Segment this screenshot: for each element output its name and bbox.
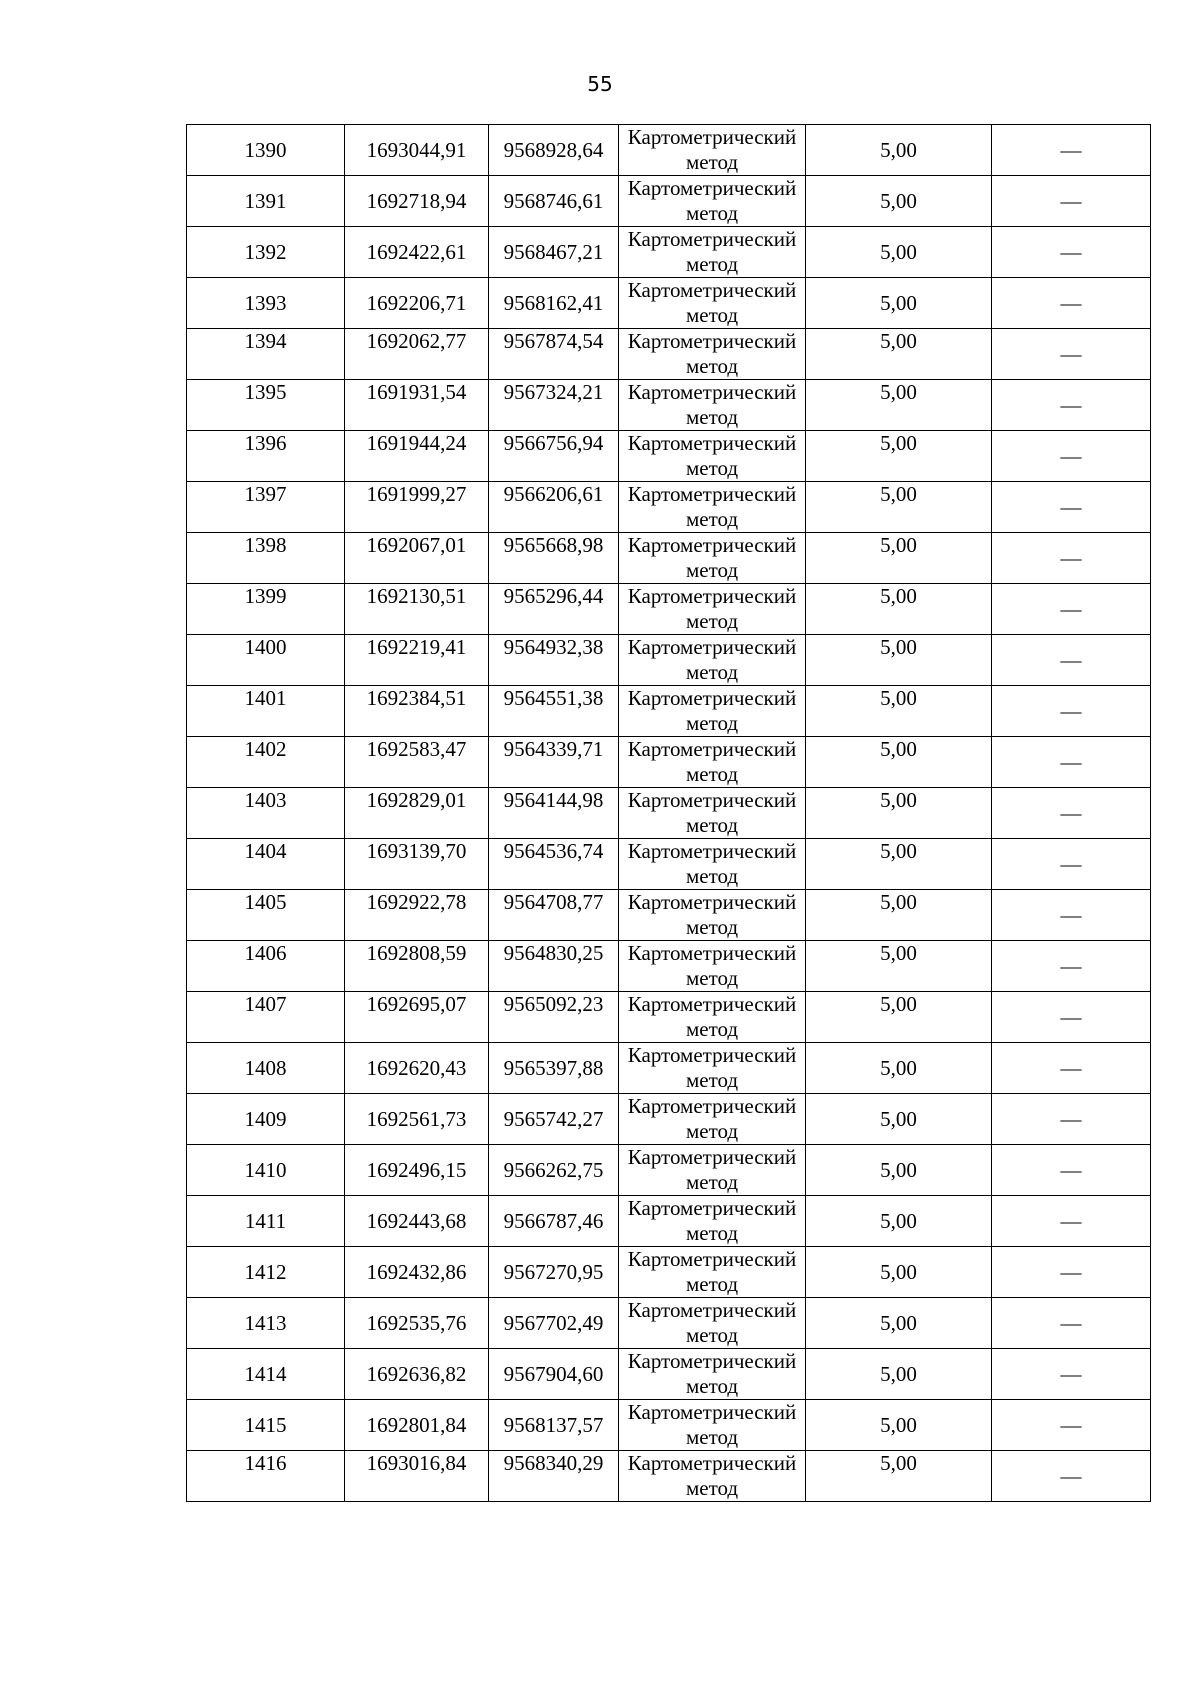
- dash-mark: —: [1060, 1004, 1082, 1029]
- accuracy-cell: 5,00: [806, 941, 992, 992]
- point-number-cell: 1407: [187, 992, 345, 1043]
- method-line: метод: [685, 609, 739, 633]
- point-number-cell: 1397: [187, 482, 345, 533]
- x-coordinate-cell: 1692535,76: [345, 1298, 489, 1349]
- table-row: [187, 1400, 1151, 1451]
- y-coordinate-cell: 9564708,77: [489, 890, 619, 941]
- method-line: метод: [685, 1017, 739, 1041]
- point-number-cell: 1406: [187, 941, 345, 992]
- accuracy-cell: 5,00: [806, 1400, 992, 1451]
- dash-mark: —: [1060, 290, 1082, 315]
- method-line: Картометрический: [627, 992, 797, 1016]
- method-line: Картометрический: [627, 329, 797, 353]
- point-number-cell: 1413: [187, 1298, 345, 1349]
- method-line: метод: [685, 762, 739, 786]
- method-cell: [619, 227, 806, 278]
- point-number-cell: 1396: [187, 431, 345, 482]
- method-cell: [619, 380, 806, 431]
- dash-mark: —: [1060, 1412, 1082, 1437]
- table-row: [187, 737, 1151, 788]
- dash-mark: —: [1060, 902, 1082, 927]
- accuracy-cell: 5,00: [806, 686, 992, 737]
- x-coordinate-cell: 1693139,70: [345, 839, 489, 890]
- accuracy-cell: 5,00: [806, 839, 992, 890]
- x-coordinate-cell: 1692636,82: [345, 1349, 489, 1400]
- description-cell: [992, 380, 1151, 431]
- x-coordinate-cell: 1692561,73: [345, 1094, 489, 1145]
- dash-mark: —: [1060, 596, 1082, 621]
- page-number: 55: [587, 72, 613, 96]
- y-coordinate-cell: 9568137,57: [489, 1400, 619, 1451]
- x-coordinate-cell: 1692695,07: [345, 992, 489, 1043]
- method-cell: [619, 533, 806, 584]
- y-coordinate-cell: 9565092,23: [489, 992, 619, 1043]
- description-cell: [992, 1145, 1151, 1196]
- description-cell: [992, 125, 1151, 176]
- dash-mark: —: [1060, 749, 1082, 774]
- x-coordinate-cell: 1692422,61: [345, 227, 489, 278]
- x-coordinate-cell: 1692432,86: [345, 1247, 489, 1298]
- y-coordinate-cell: 9564551,38: [489, 686, 619, 737]
- description-cell: [992, 482, 1151, 533]
- method-line: метод: [685, 1170, 739, 1194]
- dash-mark: —: [1060, 137, 1082, 162]
- method-cell: [619, 1043, 806, 1094]
- method-line: Картометрический: [627, 839, 797, 863]
- description-cell: [992, 431, 1151, 482]
- y-coordinate-cell: 9568928,64: [489, 125, 619, 176]
- dash-mark: —: [1060, 1055, 1082, 1080]
- y-coordinate-cell: 9564932,38: [489, 635, 619, 686]
- method-line: Картометрический: [627, 533, 797, 557]
- dash-mark: —: [1060, 1463, 1082, 1488]
- method-line: метод: [685, 1272, 739, 1296]
- method-cell: [619, 1400, 806, 1451]
- method-line: Картометрический: [627, 176, 797, 200]
- dash-mark: —: [1060, 239, 1082, 264]
- table-row: [187, 839, 1151, 890]
- method-cell: [619, 737, 806, 788]
- table-row: [187, 1196, 1151, 1247]
- method-line: Картометрический: [627, 941, 797, 965]
- table-row: [187, 329, 1151, 380]
- y-coordinate-cell: 9565397,88: [489, 1043, 619, 1094]
- dash-mark: —: [1060, 1208, 1082, 1233]
- description-cell: [992, 1298, 1151, 1349]
- description-cell: [992, 227, 1151, 278]
- method-line: метод: [685, 813, 739, 837]
- x-coordinate-cell: 1692443,68: [345, 1196, 489, 1247]
- dash-mark: —: [1060, 851, 1082, 876]
- table-row: [187, 635, 1151, 686]
- method-line: метод: [685, 1476, 739, 1500]
- method-line: метод: [685, 660, 739, 684]
- method-line: метод: [685, 711, 739, 735]
- accuracy-cell: 5,00: [806, 227, 992, 278]
- accuracy-cell: 5,00: [806, 176, 992, 227]
- dash-mark: —: [1060, 800, 1082, 825]
- method-line: Картометрический: [627, 1247, 797, 1271]
- y-coordinate-cell: 9566787,46: [489, 1196, 619, 1247]
- method-cell: [619, 1094, 806, 1145]
- method-cell: [619, 278, 806, 329]
- table-row: [187, 1298, 1151, 1349]
- method-cell: [619, 1349, 806, 1400]
- point-number-cell: 1415: [187, 1400, 345, 1451]
- dash-mark: —: [1060, 188, 1082, 213]
- description-cell: [992, 584, 1151, 635]
- x-coordinate-cell: 1692620,43: [345, 1043, 489, 1094]
- x-coordinate-cell: 1692219,41: [345, 635, 489, 686]
- x-coordinate-cell: 1692583,47: [345, 737, 489, 788]
- accuracy-cell: 5,00: [806, 482, 992, 533]
- dash-mark: —: [1060, 1310, 1082, 1335]
- description-cell: [992, 788, 1151, 839]
- table-row: [187, 584, 1151, 635]
- accuracy-cell: 5,00: [806, 431, 992, 482]
- method-line: метод: [685, 915, 739, 939]
- description-cell: [992, 890, 1151, 941]
- method-line: метод: [685, 252, 739, 276]
- point-number-cell: 1401: [187, 686, 345, 737]
- y-coordinate-cell: 9565742,27: [489, 1094, 619, 1145]
- method-cell: [619, 176, 806, 227]
- description-cell: [992, 635, 1151, 686]
- accuracy-cell: 5,00: [806, 1247, 992, 1298]
- method-line: метод: [685, 507, 739, 531]
- point-number-cell: 1412: [187, 1247, 345, 1298]
- method-line: Картометрический: [627, 635, 797, 659]
- method-cell: [619, 686, 806, 737]
- y-coordinate-cell: 9567702,49: [489, 1298, 619, 1349]
- description-cell: [992, 1451, 1151, 1502]
- method-cell: [619, 1451, 806, 1502]
- method-cell: [619, 890, 806, 941]
- method-line: Картометрический: [627, 278, 797, 302]
- description-cell: [992, 941, 1151, 992]
- y-coordinate-cell: 9564144,98: [489, 788, 619, 839]
- description-cell: [992, 1349, 1151, 1400]
- accuracy-cell: 5,00: [806, 533, 992, 584]
- method-line: метод: [685, 303, 739, 327]
- x-coordinate-cell: 1692206,71: [345, 278, 489, 329]
- method-line: метод: [685, 1068, 739, 1092]
- description-cell: [992, 839, 1151, 890]
- dash-mark: —: [1060, 1106, 1082, 1131]
- y-coordinate-cell: 9566756,94: [489, 431, 619, 482]
- accuracy-cell: 5,00: [806, 788, 992, 839]
- method-line: Картометрический: [627, 380, 797, 404]
- table-row: [187, 431, 1151, 482]
- dash-mark: —: [1060, 443, 1082, 468]
- x-coordinate-cell: 1692384,51: [345, 686, 489, 737]
- table-row: [187, 1043, 1151, 1094]
- y-coordinate-cell: 9568162,41: [489, 278, 619, 329]
- y-coordinate-cell: 9567874,54: [489, 329, 619, 380]
- point-number-cell: 1392: [187, 227, 345, 278]
- y-coordinate-cell: 9566262,75: [489, 1145, 619, 1196]
- dash-mark: —: [1060, 953, 1082, 978]
- method-line: метод: [685, 354, 739, 378]
- method-line: метод: [685, 966, 739, 990]
- method-line: Картометрический: [627, 1094, 797, 1118]
- method-cell: [619, 584, 806, 635]
- description-cell: [992, 1247, 1151, 1298]
- dash-mark: —: [1060, 341, 1082, 366]
- method-line: Картометрический: [627, 1043, 797, 1067]
- description-cell: [992, 737, 1151, 788]
- point-number-cell: 1411: [187, 1196, 345, 1247]
- x-coordinate-cell: 1692808,59: [345, 941, 489, 992]
- x-coordinate-cell: 1692130,51: [345, 584, 489, 635]
- point-number-cell: 1395: [187, 380, 345, 431]
- accuracy-cell: 5,00: [806, 1145, 992, 1196]
- accuracy-cell: 5,00: [806, 329, 992, 380]
- method-line: метод: [685, 456, 739, 480]
- x-coordinate-cell: 1692067,01: [345, 533, 489, 584]
- method-line: метод: [685, 405, 739, 429]
- table-row: [187, 482, 1151, 533]
- method-line: метод: [685, 1119, 739, 1143]
- dash-mark: —: [1060, 545, 1082, 570]
- accuracy-cell: 5,00: [806, 1196, 992, 1247]
- table-row: [187, 686, 1151, 737]
- accuracy-cell: 5,00: [806, 992, 992, 1043]
- point-number-cell: 1408: [187, 1043, 345, 1094]
- method-cell: [619, 839, 806, 890]
- description-cell: [992, 1196, 1151, 1247]
- coordinates-table-body: [187, 125, 1151, 1502]
- accuracy-cell: 5,00: [806, 1298, 992, 1349]
- y-coordinate-cell: 9564536,74: [489, 839, 619, 890]
- method-line: Картометрический: [627, 788, 797, 812]
- method-cell: [619, 1298, 806, 1349]
- y-coordinate-cell: 9566206,61: [489, 482, 619, 533]
- point-number-cell: 1393: [187, 278, 345, 329]
- method-line: метод: [685, 150, 739, 174]
- description-cell: [992, 329, 1151, 380]
- description-cell: [992, 1400, 1151, 1451]
- point-number-cell: 1403: [187, 788, 345, 839]
- x-coordinate-cell: 1692801,84: [345, 1400, 489, 1451]
- description-cell: [992, 1043, 1151, 1094]
- x-coordinate-cell: 1692829,01: [345, 788, 489, 839]
- description-cell: [992, 176, 1151, 227]
- description-cell: [992, 686, 1151, 737]
- table-row: [187, 1349, 1151, 1400]
- table-row: [187, 1247, 1151, 1298]
- description-cell: [992, 533, 1151, 584]
- table-row: [187, 1451, 1151, 1502]
- x-coordinate-cell: 1692496,15: [345, 1145, 489, 1196]
- y-coordinate-cell: 9564339,71: [489, 737, 619, 788]
- accuracy-cell: 5,00: [806, 1094, 992, 1145]
- method-line: метод: [685, 1323, 739, 1347]
- dash-mark: —: [1060, 392, 1082, 417]
- table-row: [187, 890, 1151, 941]
- table-row: [187, 992, 1151, 1043]
- y-coordinate-cell: 9568467,21: [489, 227, 619, 278]
- dash-mark: —: [1060, 698, 1082, 723]
- method-line: Картометрический: [627, 1451, 797, 1475]
- coordinates-table: [186, 124, 1151, 1502]
- method-line: Картометрический: [627, 431, 797, 455]
- x-coordinate-cell: 1691944,24: [345, 431, 489, 482]
- table-row: [187, 227, 1151, 278]
- point-number-cell: 1391: [187, 176, 345, 227]
- method-cell: [619, 1247, 806, 1298]
- y-coordinate-cell: 9567324,21: [489, 380, 619, 431]
- method-line: Картометрический: [627, 125, 797, 149]
- method-line: метод: [685, 558, 739, 582]
- x-coordinate-cell: 1692718,94: [345, 176, 489, 227]
- accuracy-cell: 5,00: [806, 1451, 992, 1502]
- method-cell: [619, 788, 806, 839]
- method-line: метод: [685, 1374, 739, 1398]
- method-line: метод: [685, 1425, 739, 1449]
- y-coordinate-cell: 9567270,95: [489, 1247, 619, 1298]
- point-number-cell: 1404: [187, 839, 345, 890]
- point-number-cell: 1410: [187, 1145, 345, 1196]
- point-number-cell: 1398: [187, 533, 345, 584]
- method-line: Картометрический: [627, 227, 797, 251]
- table-row: [187, 278, 1151, 329]
- y-coordinate-cell: 9568340,29: [489, 1451, 619, 1502]
- dash-mark: —: [1060, 1157, 1082, 1182]
- method-line: Картометрический: [627, 1400, 797, 1424]
- method-cell: [619, 1196, 806, 1247]
- y-coordinate-cell: 9567904,60: [489, 1349, 619, 1400]
- y-coordinate-cell: 9565668,98: [489, 533, 619, 584]
- method-line: метод: [685, 1221, 739, 1245]
- method-line: Картометрический: [627, 686, 797, 710]
- accuracy-cell: 5,00: [806, 278, 992, 329]
- x-coordinate-cell: 1692062,77: [345, 329, 489, 380]
- table-row: [187, 125, 1151, 176]
- accuracy-cell: 5,00: [806, 380, 992, 431]
- method-cell: [619, 125, 806, 176]
- point-number-cell: 1402: [187, 737, 345, 788]
- x-coordinate-cell: 1693016,84: [345, 1451, 489, 1502]
- table-row: [187, 941, 1151, 992]
- accuracy-cell: 5,00: [806, 584, 992, 635]
- method-line: Картометрический: [627, 1196, 797, 1220]
- point-number-cell: 1399: [187, 584, 345, 635]
- point-number-cell: 1414: [187, 1349, 345, 1400]
- y-coordinate-cell: 9568746,61: [489, 176, 619, 227]
- dash-mark: —: [1060, 647, 1082, 672]
- method-line: Картометрический: [627, 584, 797, 608]
- x-coordinate-cell: 1692922,78: [345, 890, 489, 941]
- method-line: Картометрический: [627, 890, 797, 914]
- x-coordinate-cell: 1691931,54: [345, 380, 489, 431]
- description-cell: [992, 1094, 1151, 1145]
- table-row: [187, 533, 1151, 584]
- dash-mark: —: [1060, 1259, 1082, 1284]
- table-row: [187, 176, 1151, 227]
- point-number-cell: 1390: [187, 125, 345, 176]
- table-row: [187, 788, 1151, 839]
- accuracy-cell: 5,00: [806, 890, 992, 941]
- method-line: Картометрический: [627, 482, 797, 506]
- accuracy-cell: 5,00: [806, 737, 992, 788]
- method-cell: [619, 482, 806, 533]
- accuracy-cell: 5,00: [806, 1043, 992, 1094]
- method-line: метод: [685, 864, 739, 888]
- method-line: Картометрический: [627, 1349, 797, 1373]
- method-cell: [619, 992, 806, 1043]
- table-row: [187, 1094, 1151, 1145]
- accuracy-cell: 5,00: [806, 1349, 992, 1400]
- dash-mark: —: [1060, 1361, 1082, 1386]
- point-number-cell: 1400: [187, 635, 345, 686]
- method-cell: [619, 1145, 806, 1196]
- method-line: метод: [685, 201, 739, 225]
- x-coordinate-cell: 1691999,27: [345, 482, 489, 533]
- dash-mark: —: [1060, 494, 1082, 519]
- y-coordinate-cell: 9564830,25: [489, 941, 619, 992]
- point-number-cell: 1416: [187, 1451, 345, 1502]
- method-cell: [619, 941, 806, 992]
- accuracy-cell: 5,00: [806, 635, 992, 686]
- method-line: Картометрический: [627, 1145, 797, 1169]
- y-coordinate-cell: 9565296,44: [489, 584, 619, 635]
- description-cell: [992, 278, 1151, 329]
- point-number-cell: 1405: [187, 890, 345, 941]
- table-row: [187, 380, 1151, 431]
- x-coordinate-cell: 1693044,91: [345, 125, 489, 176]
- method-line: Картометрический: [627, 737, 797, 761]
- method-cell: [619, 431, 806, 482]
- table-row: [187, 1145, 1151, 1196]
- point-number-cell: 1394: [187, 329, 345, 380]
- point-number-cell: 1409: [187, 1094, 345, 1145]
- method-cell: [619, 329, 806, 380]
- method-cell: [619, 635, 806, 686]
- description-cell: [992, 992, 1151, 1043]
- accuracy-cell: 5,00: [806, 125, 992, 176]
- method-line: Картометрический: [627, 1298, 797, 1322]
